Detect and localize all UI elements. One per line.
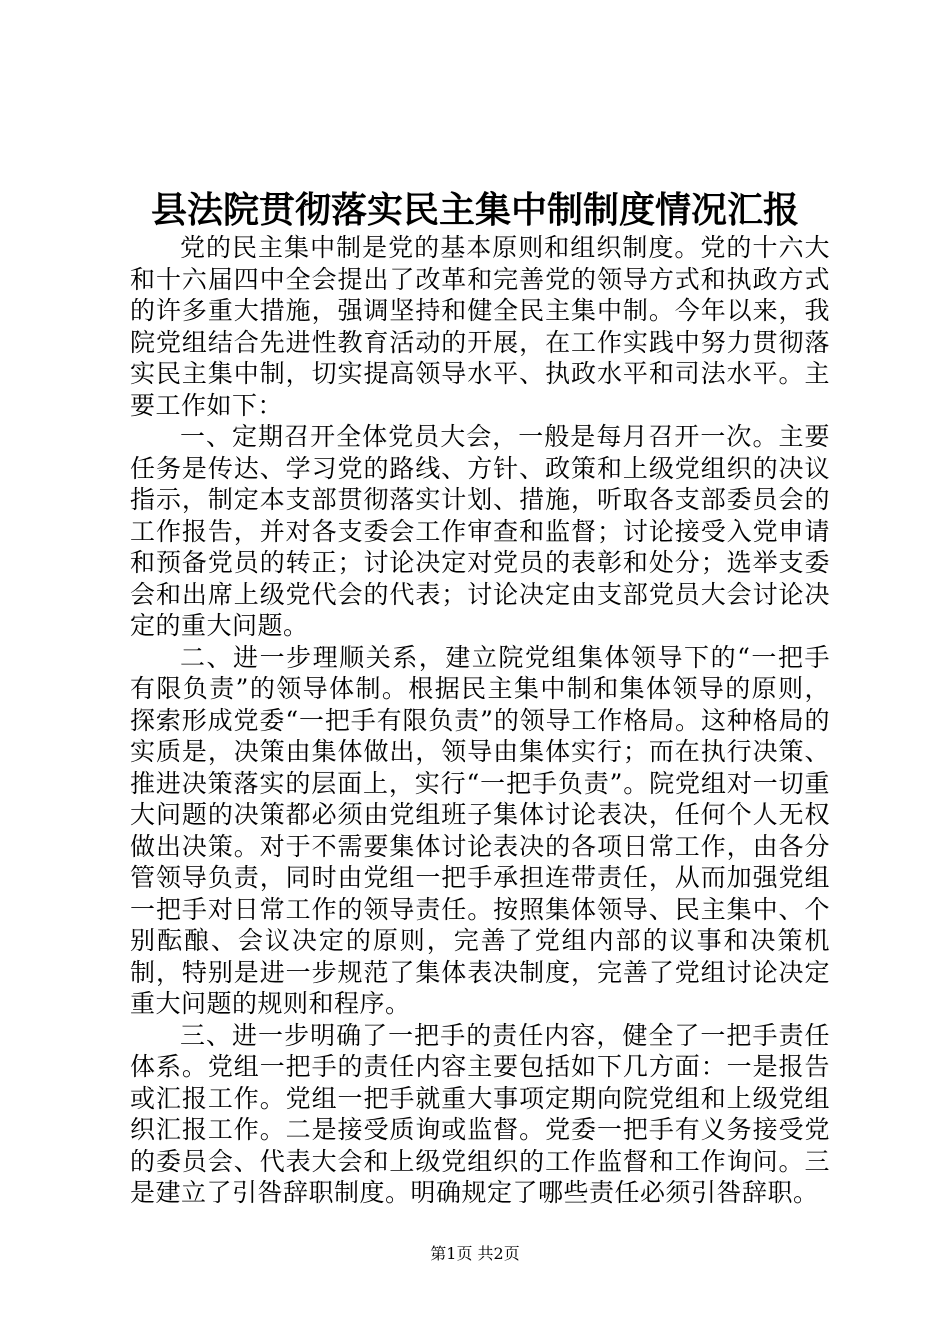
page-number: 第1页 共2页 [430, 1244, 520, 1263]
document-title: 县法院贯彻落实民主集中制制度情况汇报 [150, 189, 799, 231]
document-body [130, 232, 830, 1209]
paragraph-section-2: 二、进一步理顺关系，建立院党组集体领导下的“一把手有限负责”的领导体制。根据民主集中制和集体领导的原则，探索形成党委“一把手有限负责”的领导工作格局。这种格局的实质是，决策由集体做出，领导由集体实行；而在执行决策、推进决策落实的层面上，实行“一把手负责”。院党组对一切重大问题的决策都必须由党组班子集体讨论表决，任何个人无权做出决策。对于不需要集体讨论表决的各项日常工作，由各分管领导负责，同时由党组一把手承担连带责任，从而加强党组一把手对日常工作的领导责任。按照集体领导、民主集中、个别酝酿、会议决定的原则，完善了党组内部的议事和决策机制，特别是进一步规范了集体表决制度，完善了党组讨论决定重大问题的规则和程序。 [130, 642, 830, 1018]
paragraph-section-3: 三、进一步明确了一把手的责任内容，健全了一把手责任体系。党组一把手的责任内容主要包括如下几方面：一是报告或汇报工作。党组一把手就重大事项定期向院党组和上级党组织汇报工作。二是接受质询或监督。党委一把手有义务接受党的委员会、代表大会和上级党组织的工作监督和工作询问。三是建立了引咎辞职制度。明确规定了哪些责任必须引咎辞职。 [130, 1020, 830, 1207]
paragraph-intro: 党的民主集中制是党的基本原则和组织制度。党的十六大和十六届四中全会提出了改革和完善党的领导方式和执政方式的许多重大措施，强调坚持和健全民主集中制。今年以来，我院党组结合先进性教育活动的开展，在工作实践中努力贯彻落实民主集中制，切实提高领导水平、执政水平和司法水平。主要工作如下： [130, 233, 830, 420]
paragraph-section-1: 一、定期召开全体党员大会，一般是每月召开一次。主要任务是传达、学习党的路线、方针、政策和上级党组织的决议指示，制定本支部贯彻落实计划、措施，听取各支部委员会的工作报告，并对各支委会工作审查和监督；讨论接受入党申请和预备党员的转正；讨论决定对党员的表彰和处分；选举支委会和出席上级党代会的代表；讨论决定由支部党员大会讨论决定的重大问题。 [130, 422, 830, 640]
